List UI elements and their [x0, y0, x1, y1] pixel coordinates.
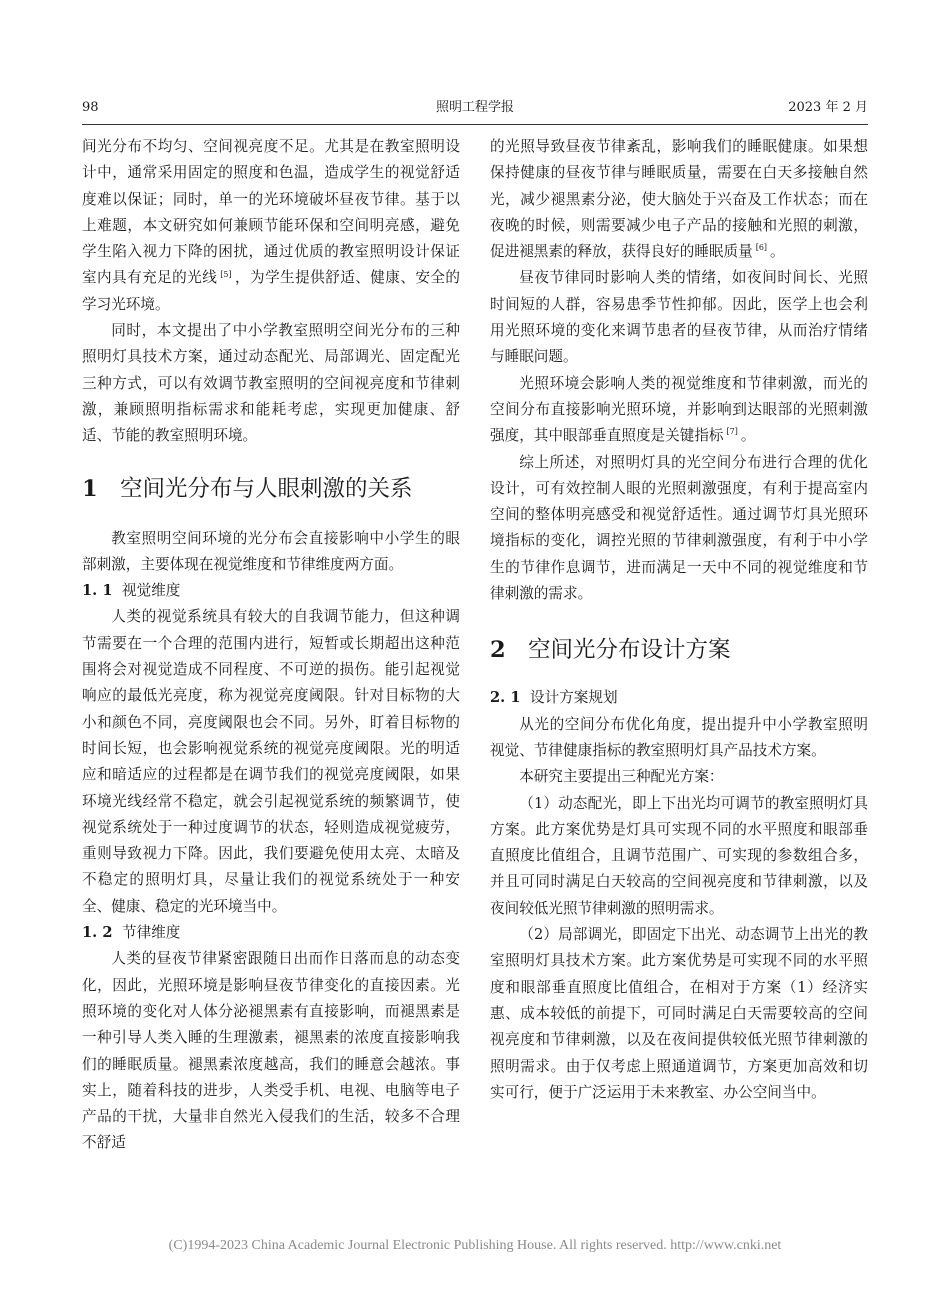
citation-ref[interactable]: [5]: [220, 269, 232, 279]
left-column: [82, 134, 460, 1157]
paragraph: 本研究主要提出三种配光方案：: [519, 768, 724, 786]
paragraph: （2）局部调光，即固定下出光、动态调节上出光的教室照明灯具技术方案。此方案优势是可实现不同的水平照度和眼部垂直照度比值组合，在相对于方案（1）经济实惠、成本较低的前提下，可同时满足白天需要较高的空间视亮度和节律刺激，以及在夜间提供较低光照节律刺激的照明需求。由于仅考虑上照通道调节，方案更加高效和切实可行，便于广泛运用于未来教室、办公空间当中。: [490, 926, 868, 1101]
subsection-heading-1-2: 1. 2 节律维度: [82, 924, 181, 942]
journal-name: 照明工程学报: [435, 100, 514, 115]
section-heading-1: 1 空间光分布与人眼刺激的关系: [82, 475, 413, 502]
paragraph: 的光照导致昼夜节律紊乱，影响我们的睡眠健康。如果想保持健康的昼夜节律与睡眠质量，需要在白天多接触自然光，减少褪黑素分泌，使大脑处于兴奋及工作状态；而在夜晚的时候，则需要减少电子产品的接触和光照的刺激，促进褪黑素的释放，获得良好的睡眠质量 [6] 。: [490, 138, 868, 261]
citation-ref[interactable]: [7]: [726, 427, 738, 437]
section-heading-2: 2 空间光分布设计方案: [490, 637, 731, 664]
paragraph: 人类的视觉系统具有较大的自我调节能力，但这种调节需要在一个合理的范围内进行，短暂或长期超出这种范围将会对视觉造成不同程度、不可逆的损伤。能引起视觉响应的最低光亮度，称为视觉亮度阈限。针对目标物的大小和颜色不同，亮度阈限也会不同。另外，盯着目标物的时间长短，也会影响视觉系统的视觉亮度阈限。光的明适应和暗适应的过程都是在调节我们的视觉亮度阈限，如果环境光线经常不稳定，就会引起视觉系统的频繁调节，使视觉系统处于一种过度调节的状态，轻则造成视觉疲劳，重则导致视力下降。因此，我们要避免使用太亮、太暗及不稳定的照明灯具，尽量让我们的视觉系统处于一种安全、健康、稳定的光环境当中。: [82, 608, 460, 915]
issue-date: 2023 年 2 月: [788, 100, 868, 115]
paragraph: 从光的空间分布优化角度，提出提升中小学教室照明视觉、节律健康指标的教室照明灯具产品技术方案。: [490, 715, 868, 759]
paragraph: 同时，本文提出了中小学教室照明空间光分布的三种照明灯具技术方案，通过动态配光、局部调光、固定配光三种方式，可以有效调节教室照明的空间视亮度和节律刺激，兼顾照明指标需求和能耗考虑，实现更加健康、舒适、节能的教室照明环境。: [82, 322, 460, 445]
subsection-heading-1-1: 1. 1 视觉维度: [82, 582, 181, 600]
right-column: [490, 134, 868, 1106]
header-rule: [82, 124, 868, 125]
citation-ref[interactable]: [6]: [755, 243, 768, 253]
paragraph: 间光分布不均匀、空间视亮度不足。尤其是在教室照明设计中，通常采用固定的照度和色温，造成学生的视觉舒适度难以保证；同时，单一的光环境破坏昼夜节律。基于以上难题，本文研究如何兼顾节能环保和空间明亮感，避免学生陷入视力下降的困扰，通过优质的教室照明设计保证室内具有充足的光线 [5] ，为学生提供舒适、健康、安全的学习光环境。: [82, 138, 460, 313]
paragraph: 人类的昼夜节律紧密跟随日出而作日落而息的动态变化，因此，光照环境是影响昼夜节律变化的直接因素。光照环境的变化对人体分泌褪黑素有直接影响，而褪黑素是一种引导人类入睡的生理激素，褪黑素的浓度直接影响我们的睡眠质量。褪黑素浓度越高，我们的睡意会越浓。事实上，随着科技的进步，人类受手机、电视、电脑等电子产品的干扰，大量非自然光入侵我们的生活，较多不合理不舒适: [82, 950, 460, 1152]
running-header: [82, 98, 868, 118]
paragraph: 教室照明空间环境的光分布会直接影响中小学生的眼部刺激，主要体现在视觉维度和节律维度两方面。: [82, 529, 460, 573]
page-number: 98: [82, 100, 99, 115]
paragraph: （1）动态配光，即上下出光均可调节的教室照明灯具方案。此方案优势是灯具可实现不同的水平照度和眼部垂直照度比值组合，且调节范围广、可实现的参数组合多，并且可同时满足白天较高的空间视亮度和节律刺激，以及夜间较低光照节律刺激的照明需求。: [490, 794, 868, 917]
subsection-heading-2-1: 2. 1 设计方案规划: [490, 689, 618, 707]
paragraph: 综上所述，对照明灯具的光空间分布进行合理的优化设计，可有效控制人眼的光照刺激强度，有利于提高室内空间的整体明亮感受和视觉舒适性。通过调节灯具光照环境指标的变化，调控光照的节律刺激强度，有利于中小学生的节律作息调节，进而满足一天中不同的视觉维度和节律刺激的需求。: [490, 453, 868, 603]
copyright-footer: (C)1994-2023 China Academic Journal Electronic Publishing House. All rights reserved. http://www.cnki.net: [168, 1238, 782, 1253]
paragraph: 昼夜节律同时影响人类的情绪，如夜间时间长、光照时间短的人群，容易患季节性抑郁。因此，医学上也会利用光照环境的变化来调节患者的昼夜节律，从而治疗情绪与睡眠问题。: [490, 269, 868, 366]
paragraph: 光照环境会影响人类的视觉维度和节律刺激，而光的空间分布直接影响光照环境，并影响到达眼部的光照刺激强度，其中眼部垂直照度是关键指标 [7] 。: [490, 374, 868, 445]
